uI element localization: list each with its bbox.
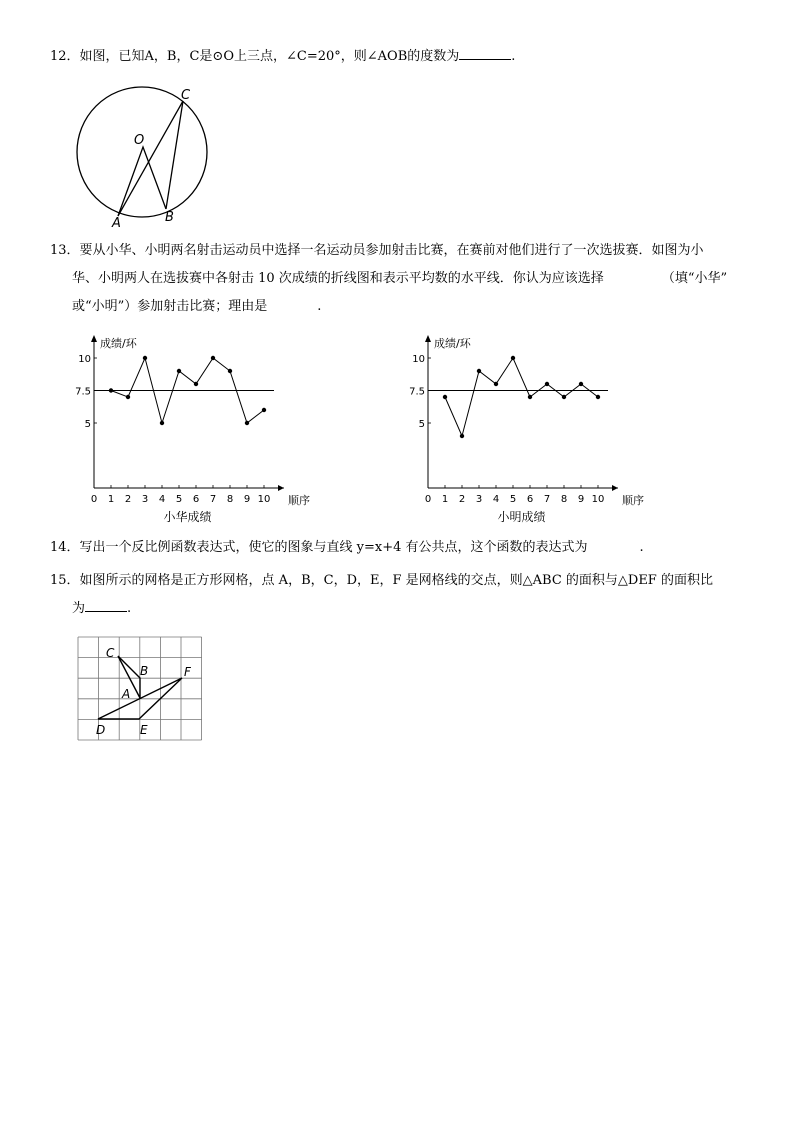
label-a: A	[112, 216, 121, 231]
question-number: 14．	[50, 540, 80, 555]
data-point	[177, 369, 181, 373]
y-axis-label: 成绩/环	[100, 337, 137, 350]
data-point	[460, 434, 464, 438]
question-text: （填“小华”	[661, 271, 728, 286]
question-number: 13．	[50, 243, 80, 258]
data-point	[245, 421, 249, 425]
segment-a-c	[118, 101, 183, 216]
x-tick-label: 2	[458, 494, 466, 505]
chart-title: 小华成绩	[163, 510, 212, 524]
question-text: 华、小明两人在选拔赛中各射击 10 次成绩的折线图和表示平均数的水平线．你认为应该选择	[72, 271, 604, 286]
y-tick-label: 10	[412, 354, 425, 365]
data-point	[143, 356, 147, 360]
x-tick-label: 2	[124, 494, 132, 505]
data-point	[545, 382, 549, 386]
chart-xiaoming	[409, 332, 654, 524]
x-axis-arrow	[278, 485, 284, 491]
question-15-line2	[72, 596, 131, 622]
x-tick-label: 3	[141, 494, 149, 505]
question-13-line3	[72, 294, 321, 320]
question-end: .	[317, 299, 322, 314]
data-point	[562, 395, 566, 399]
answer-blank[interactable]	[459, 44, 511, 60]
question-text: 为	[72, 601, 86, 616]
x-axis-label: 顺序	[622, 494, 644, 507]
data-point	[596, 395, 600, 399]
x-axis-arrow	[612, 485, 618, 491]
x-tick-label: 10	[257, 494, 271, 505]
question-text: 如图，已知A，B，C是⊙O上三点，∠C=20°，则∠AOB的度数为	[79, 49, 460, 64]
question-end: .	[127, 601, 132, 616]
x-tick-label: 6	[526, 494, 534, 505]
question-text: 或“小明”）参加射击比赛；理由是	[72, 299, 268, 314]
question-end: .	[511, 49, 516, 64]
x-tick-label: 0	[90, 494, 98, 505]
x-tick-label: 4	[158, 494, 166, 505]
grid-diagram	[76, 636, 204, 744]
x-tick-label: 5	[509, 494, 517, 505]
y-tick-label: 10	[78, 354, 91, 365]
label-e: E	[140, 723, 148, 737]
question-13-line2	[72, 266, 727, 292]
x-tick-label: 4	[492, 494, 500, 505]
question-text: 要从小华、小明两名射击运动员中选择一名运动员参加射击比赛，在赛前对他们进行了一次选拔赛．如图为小	[79, 243, 704, 258]
x-tick-label: 0	[424, 494, 432, 505]
y-axis-arrow	[91, 335, 97, 342]
x-tick-label: 9	[243, 494, 251, 505]
label-d: D	[96, 723, 106, 737]
question-number: 15．	[50, 573, 80, 588]
question-13-line1	[50, 238, 704, 264]
x-tick-label: 9	[577, 494, 585, 505]
circle-o	[77, 87, 207, 217]
x-tick-label: 7	[209, 494, 217, 505]
data-point	[194, 382, 198, 386]
data-point	[494, 382, 498, 386]
answer-blank[interactable]	[85, 596, 127, 612]
label-o: O	[134, 133, 145, 148]
label-b: B	[165, 210, 174, 225]
x-tick-label: 5	[175, 494, 183, 505]
data-point	[109, 388, 113, 392]
series-line	[445, 358, 598, 436]
question-end: .	[639, 540, 644, 555]
label-f: F	[184, 665, 191, 679]
question-text: 写出一个反比例函数表达式，使它的图象与直线 y=x+4 有公共点，这个函数的表达式为	[79, 540, 588, 555]
y-tick-label: 5	[84, 419, 91, 430]
x-tick-label: 8	[560, 494, 568, 505]
label-c: C	[181, 88, 191, 103]
data-point	[528, 395, 532, 399]
question-text: 如图所示的网格是正方形网格，点 A，B，C，D，E，F 是网格线的交点，则△ABC 的面积与△DEF 的面积比	[79, 573, 713, 588]
data-point	[511, 356, 515, 360]
circle-diagram	[70, 82, 220, 230]
y-tick-label: 5	[418, 419, 425, 430]
y-tick-label: 7.5	[409, 386, 425, 398]
segment-a-o-b	[118, 147, 166, 216]
x-tick-label: 8	[226, 494, 234, 505]
data-point	[262, 408, 266, 412]
x-tick-label: 6	[192, 494, 200, 505]
data-point	[477, 369, 481, 373]
y-axis-arrow	[425, 335, 431, 342]
y-tick-label: 7.5	[75, 386, 91, 398]
chart-title: 小明成绩	[497, 510, 546, 524]
data-point	[160, 421, 164, 425]
y-axis-label: 成绩/环	[434, 337, 471, 350]
question-number: 12．	[50, 49, 80, 64]
question-12	[50, 44, 515, 70]
data-point	[126, 395, 130, 399]
label-a: A	[122, 687, 131, 701]
x-tick-label: 1	[441, 494, 449, 505]
question-14	[50, 535, 644, 561]
chart-xiaohua	[75, 332, 310, 524]
data-point	[211, 356, 215, 360]
x-tick-label: 1	[107, 494, 115, 505]
x-tick-label: 3	[475, 494, 483, 505]
data-point	[228, 369, 232, 373]
x-tick-label: 10	[591, 494, 605, 505]
label-b: B	[140, 664, 149, 678]
label-c: C	[106, 646, 115, 660]
x-tick-label: 7	[543, 494, 551, 505]
question-15-line1	[50, 568, 713, 594]
data-point	[579, 382, 583, 386]
data-point	[443, 395, 447, 399]
x-axis-label: 顺序	[288, 494, 310, 507]
